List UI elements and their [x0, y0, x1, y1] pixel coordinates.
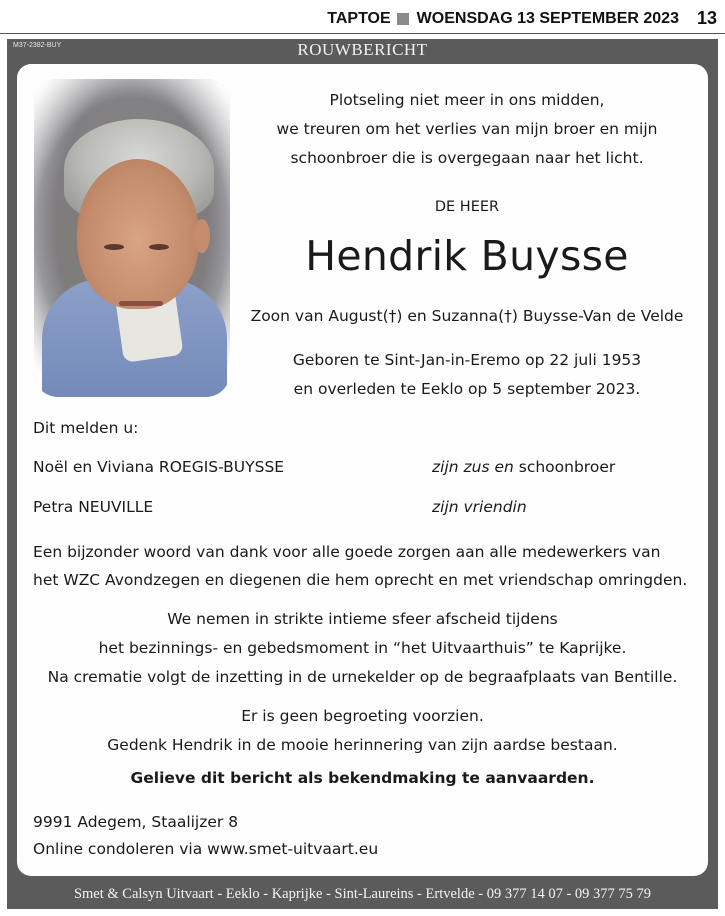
header-line: [327, 8, 717, 29]
funeral-home-footer: Smet & Calsyn Uitvaart - Eeklo - Kaprijke - Sint-Laureins - Ertvelde - 09 377 14 07 - 09 377 75 79: [73, 886, 652, 902]
mourner-relation: zijn vriendin: [432, 498, 527, 516]
born-line: Geboren te Sint-Jan-in-Eremo op 22 juli 1953: [292, 351, 642, 369]
honorific: DE HEER: [434, 199, 500, 215]
obituary-ad: [7, 39, 718, 909]
relation-italic: zijn zus en: [432, 458, 514, 476]
ad-reference: M37-2382-BUY: [13, 42, 62, 49]
intro-line: Plotseling niet meer in ons midden,: [329, 91, 605, 109]
intro-line: we treuren om het verlies van mijn broer en mijn: [276, 120, 658, 138]
thanks-line: Een bijzonder woord van dank voor alle goede zorgen aan alle medewerkers van: [33, 543, 661, 561]
mourner-name: Petra NEUVILLE: [33, 498, 154, 516]
portrait-photo: [34, 79, 230, 397]
notice-card: [17, 64, 708, 876]
address-text: 9991 Adegem, Staalijzer 8: [33, 813, 239, 831]
died-line: en overleden te Eeklo op 5 september 2023.: [293, 380, 641, 398]
mourner-name: Noël en Viviana ROEGIS-BUYSSE: [33, 458, 285, 476]
relation-plain: schoonbroer: [513, 458, 616, 476]
request-text: Gelieve dit bericht als bekendmaking te aanvaarden.: [130, 769, 595, 787]
deceased-name: Hendrik Buysse: [305, 232, 629, 280]
farewell-text: [17, 605, 708, 692]
ad-title: ROUWBERICHT: [297, 40, 428, 59]
mourner-relation: [432, 458, 615, 476]
publication-date: WOENSDAG 13 SEPTEMBER 2023: [416, 9, 679, 27]
condolence-text: Online condoleren via www.smet-uitvaart.eu: [33, 840, 379, 858]
birth-death-text: [257, 346, 677, 404]
farewell-line: We nemen in strikte intieme sfeer afscheid tijdens: [167, 610, 558, 628]
thanks-text: [33, 538, 687, 594]
thanks-line: het WZC Avondzegen en diegenen die hem oprecht en met vriendschap omringden.: [33, 571, 688, 589]
parents-line: Zoon van August(†) en Suzanna(†) Buysse-Van de Velde: [250, 307, 684, 325]
header-divider: [0, 33, 725, 34]
farewell-line: het bezinnings- en gebedsmoment in “het Uitvaarthuis” te Kaprijke.: [98, 639, 627, 657]
page-number: 13: [696, 8, 717, 28]
page-header: [0, 0, 725, 32]
square-separator-icon: [397, 13, 409, 25]
intro-text: [257, 86, 677, 173]
announce-label: Dit melden u:: [33, 419, 139, 437]
farewell-line: Na crematie volgt de inzetting in de urnekelder op de begraafplaats van Bentille.: [47, 668, 678, 686]
memory-line: Gedenk Hendrik in de mooie herinnering van zijn aardse bestaan.: [107, 736, 618, 754]
memory-text: [17, 702, 708, 760]
intro-line: schoonbroer die is overgegaan naar het licht.: [290, 149, 644, 167]
publication-name: TAPTOE: [327, 9, 391, 27]
memory-line: Er is geen begroeting voorzien.: [241, 707, 484, 725]
